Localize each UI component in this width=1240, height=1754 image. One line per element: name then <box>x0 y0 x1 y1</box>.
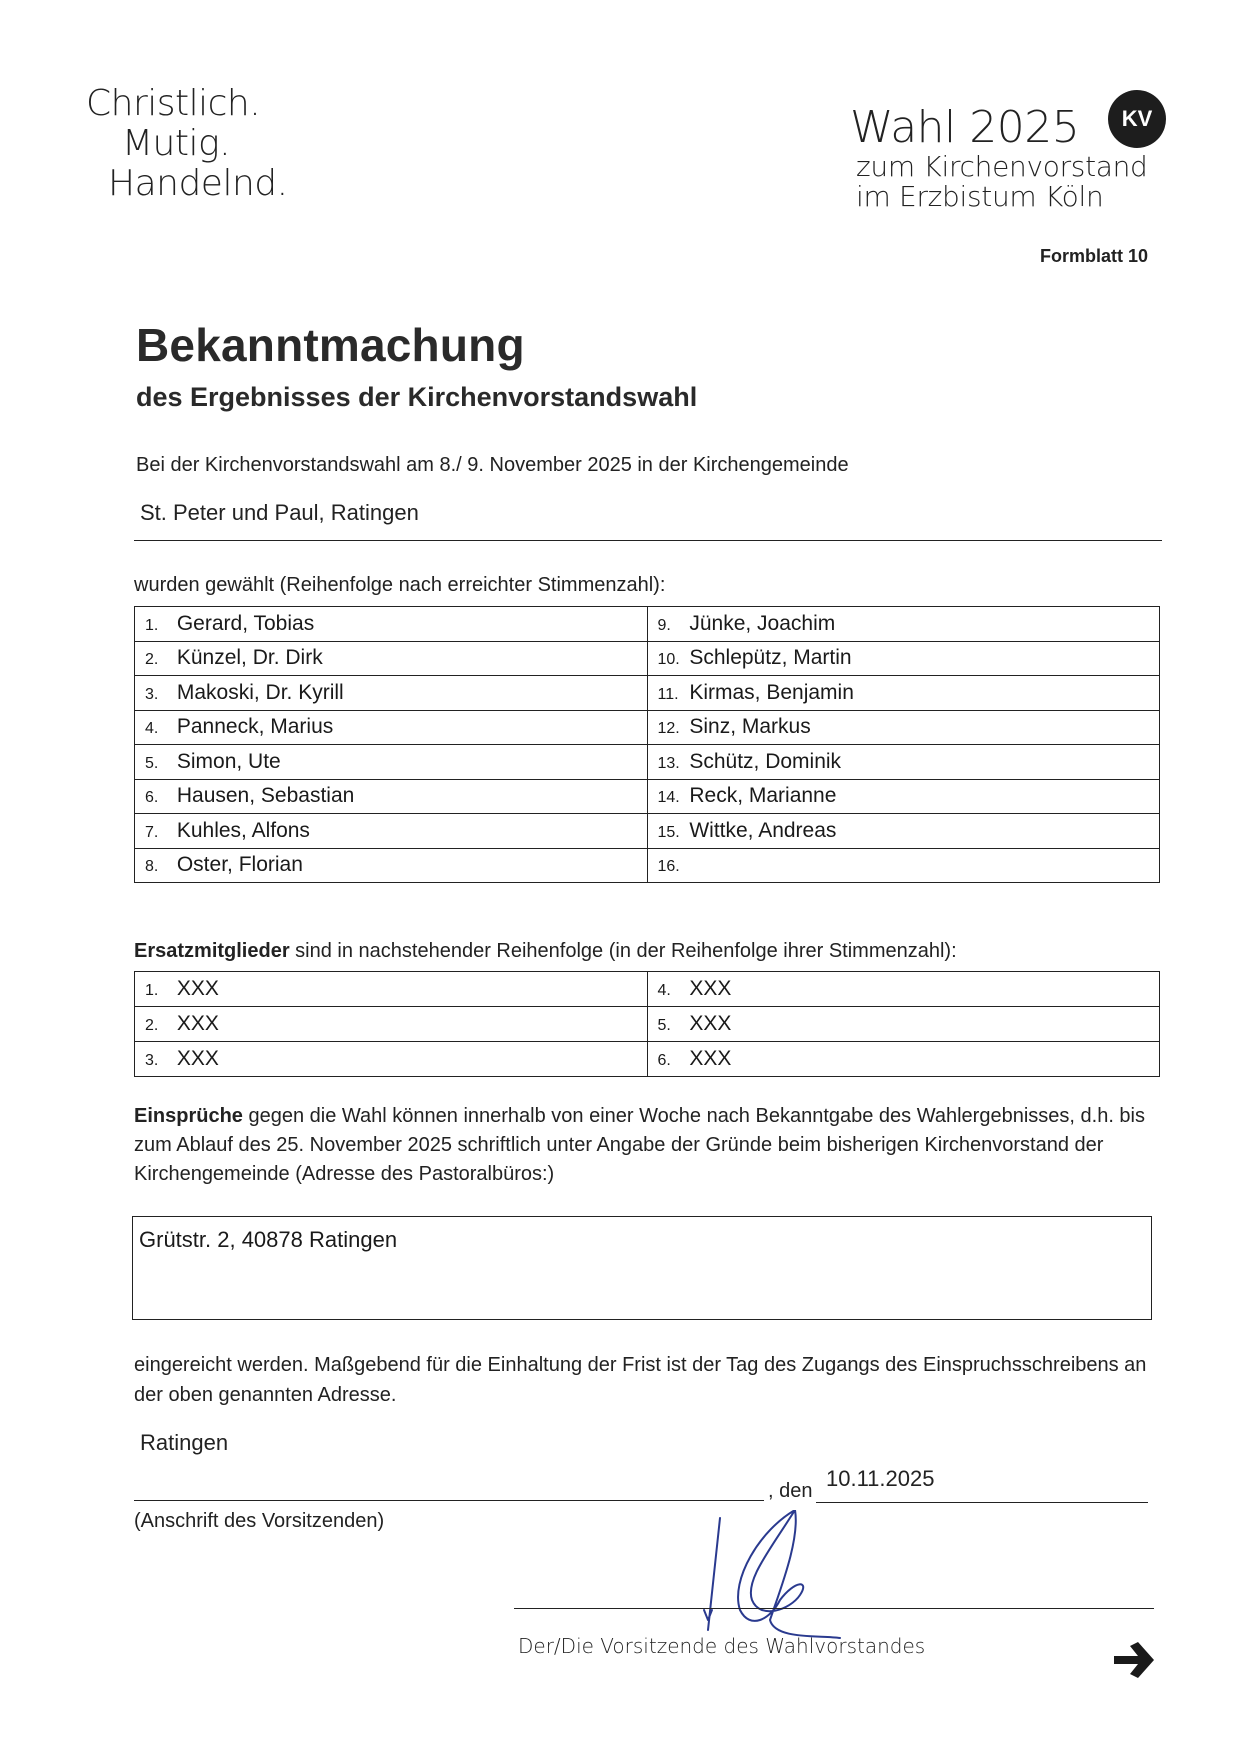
member-cell: 8. Oster, Florian <box>135 848 648 883</box>
date-field: 10.11.2025 <box>826 1466 935 1491</box>
table-row <box>135 779 1160 814</box>
brand-subtitle-2: im Erzbistum Köln <box>856 180 1104 213</box>
signature-line <box>514 1608 1154 1609</box>
member-cell: 5. Simon, Ute <box>135 745 648 780</box>
member-cell: 2. Künzel, Dr. Dirk <box>135 641 648 676</box>
brand-title: Wahl 2025 <box>850 102 1080 153</box>
substitute-cell: 6. XXX <box>647 1042 1160 1077</box>
slogan-line-3: Handelnd. <box>108 163 288 204</box>
member-cell: 6. Hausen, Sebastian <box>135 779 648 814</box>
table-row <box>135 972 1160 1007</box>
intro-text: Bei der Kirchenvorstandswahl am 8./ 9. November 2025 in der Kirchengemeinde <box>136 454 849 476</box>
parish-underline <box>134 540 1162 541</box>
member-cell: 7. Kuhles, Alfons <box>135 814 648 849</box>
member-cell: 11. Kirmas, Benjamin <box>647 676 1160 711</box>
place-underline <box>134 1500 764 1501</box>
objection-paragraph: Einsprüche gegen die Wahl können innerhalb von einer Woche nach Bekanntgabe des Wahlergebnisses, d.h. bis zum Ablauf des 25. November 2025 schriftlich unter Angabe der Gründe beim bisherigen Kirchenvorstand der Kirchengemeinde (Adresse des Pastoralbüros:) <box>134 1105 1145 1185</box>
parish-field: St. Peter und Paul, Ratingen <box>140 500 419 525</box>
substitute-cell: 3. XXX <box>135 1042 648 1077</box>
page-title: Bekanntmachung <box>136 319 525 371</box>
substitute-cell: 2. XXX <box>135 1007 648 1042</box>
elected-members-table <box>134 606 1160 883</box>
member-cell: 15. Wittke, Andreas <box>647 814 1160 849</box>
place-field: Ratingen <box>140 1430 229 1455</box>
brand-subtitle-1: zum Kirchenvorstand <box>856 150 1148 183</box>
kv-badge-icon: KV <box>1108 90 1166 148</box>
member-cell: 4. Panneck, Marius <box>135 710 648 745</box>
member-cell: 10. Schlepütz, Martin <box>647 641 1160 676</box>
table-row <box>135 745 1160 780</box>
member-cell: 16. <box>647 848 1160 883</box>
slogan-line-2: Mutig. <box>122 123 231 164</box>
member-cell: 12. Sinz, Markus <box>647 710 1160 745</box>
table-row <box>135 676 1160 711</box>
elected-label: wurden gewählt (Reihenfolge nach erreichter Stimmenzahl): <box>134 574 666 596</box>
page-subtitle: des Ergebnisses der Kirchenvorstandswahl <box>136 382 698 412</box>
den-label: , den <box>768 1480 813 1502</box>
deadline-paragraph: eingereicht werden. Maßgebend für die Einhaltung der Frist ist der Tag des Zugangs des Einspruchsschreibens an der oben genannten Adresse. <box>134 1354 1147 1406</box>
election-brand <box>850 104 1148 212</box>
office-address-box: Grütstr. 2, 40878 Ratingen <box>132 1216 1152 1320</box>
member-cell: 1. Gerard, Tobias <box>135 607 648 642</box>
substitute-cell: 5. XXX <box>647 1007 1160 1042</box>
member-cell: 9. Jünke, Joachim <box>647 607 1160 642</box>
form-id: Formblatt 10 <box>1040 246 1149 266</box>
member-cell: 3. Makoski, Dr. Kyrill <box>135 676 648 711</box>
member-cell: 14. Reck, Marianne <box>647 779 1160 814</box>
arrow-right-icon <box>1110 1640 1158 1680</box>
table-row <box>135 1042 1160 1077</box>
substitute-cell: 1. XXX <box>135 972 648 1007</box>
date-underline <box>816 1502 1148 1503</box>
address-caption: (Anschrift des Vorsitzenden) <box>134 1510 385 1532</box>
member-cell: 13. Schütz, Dominik <box>647 745 1160 780</box>
table-row <box>135 814 1160 849</box>
table-row <box>135 1007 1160 1042</box>
substitute-cell: 4. XXX <box>647 972 1160 1007</box>
slogan-line-1: Christlich. <box>86 83 261 124</box>
substitutes-table <box>134 971 1160 1077</box>
table-row <box>135 641 1160 676</box>
slogan <box>86 84 288 204</box>
substitutes-label: Ersatzmitglieder sind in nachstehender Reihenfolge (in der Reihenfolge ihrer Stimmenzahl): <box>134 940 957 962</box>
signature-caption: Der/Die Vorsitzende des Wahlvorstandes <box>518 1634 926 1658</box>
table-row <box>135 848 1160 883</box>
table-row <box>135 710 1160 745</box>
table-row <box>135 607 1160 642</box>
